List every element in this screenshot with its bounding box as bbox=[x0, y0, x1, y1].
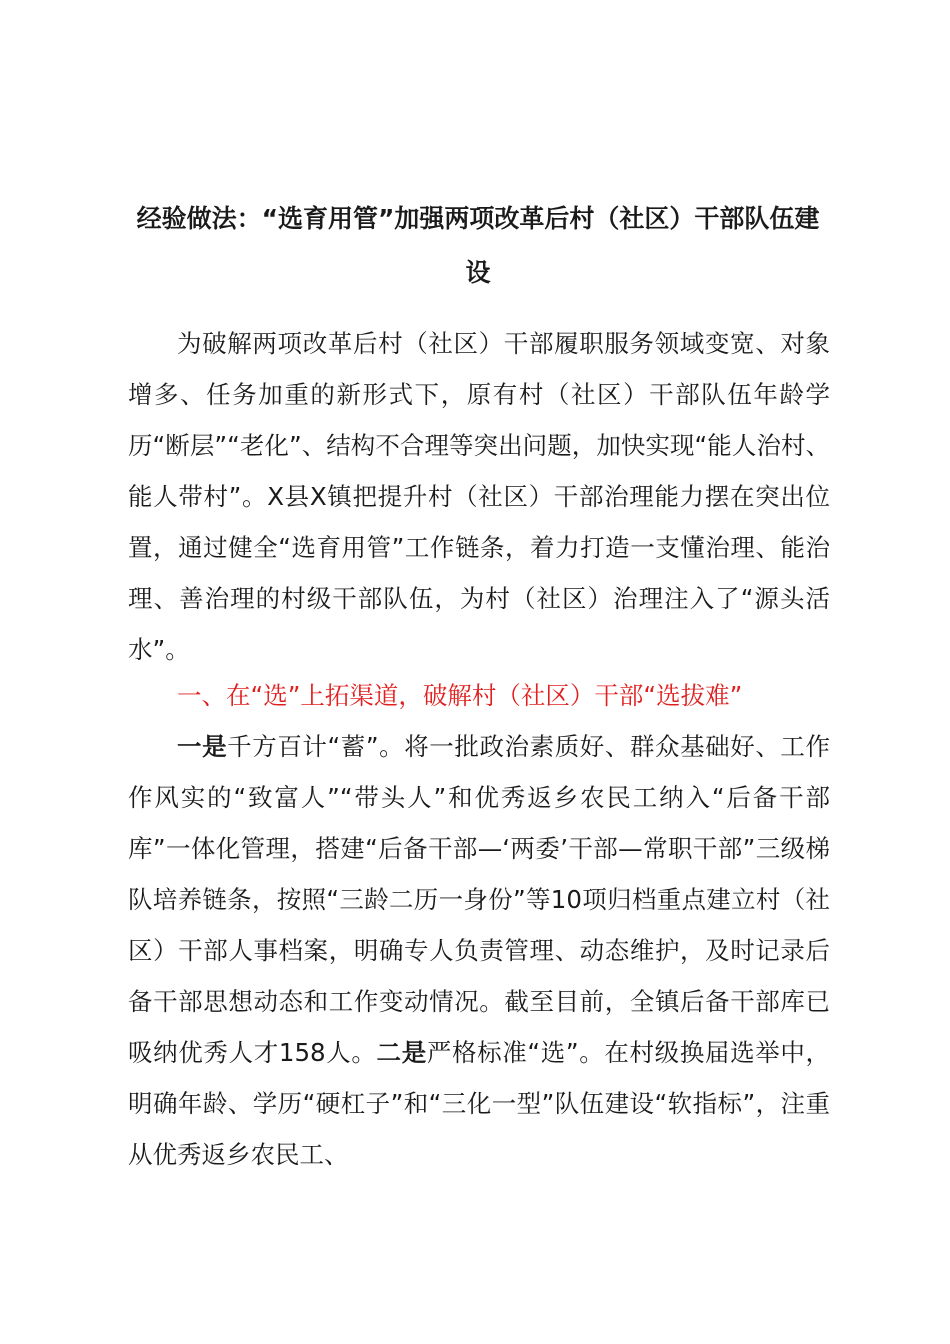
point-lead-1: 一是 bbox=[177, 732, 228, 761]
section-paragraph bbox=[128, 721, 830, 1180]
section-heading: 一、在“选”上拓渠道，破解村（社区）干部“选拔难” bbox=[177, 681, 743, 710]
document-title: 经验做法：“选育用管”加强两项改革后村（社区）干部队伍建设 bbox=[136, 204, 820, 287]
point-lead-2: 二是 bbox=[376, 1038, 427, 1067]
point-text-1: 千方百计“蓄”。将一批政治素质好、群众基础好、工作作风实的“致富人”“带头人”和优秀返乡农民工纳入“后备干部库”一体化管理，搭建“后备干部—‘两委’干部—常职干部”三级梯队培养链条，按照“三龄二历一身份”等10项归档重点建立村（社区）干部人事档案，明确专人负责管理、动态维护，及时记录后备干部思想动态和工作变动情况。截至目前，全镇后备干部库已吸纳优秀人才158人。 bbox=[128, 732, 831, 1067]
point-text-2: 严格标准“选”。在村级换届选举中，明确年龄、学历“硬杠子”和“三化一型”队伍建设“软指标”，注重从优秀返乡农民工、 bbox=[128, 1038, 831, 1169]
intro-paragraph: 为破解两项改革后村（社区）干部履职服务领域变宽、对象增多、任务加重的新形式下，原有村（社区）干部队伍年龄学历“断层”“老化”、结构不合理等突出问题，加快实现“能人治村、能人带村”。X县X镇把提升村（社区）干部治理能力摆在突出位置，通过健全“选育用管”工作链条，着力打造一支懂治理、能治理、善治理的村级干部队伍，为村（社区）治理注入了“源头活水”。 bbox=[128, 329, 830, 664]
